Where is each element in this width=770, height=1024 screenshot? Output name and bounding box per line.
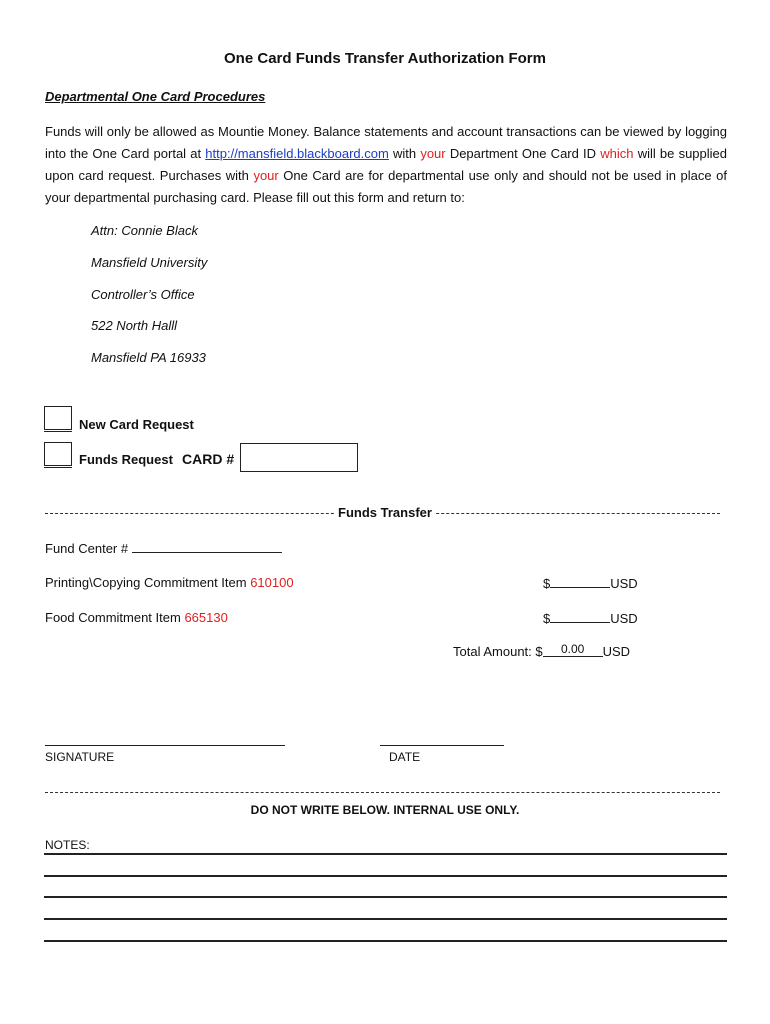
procedures-subheading: Departmental One Card Procedures bbox=[45, 89, 266, 104]
printing-amount bbox=[543, 575, 638, 591]
internal-divider bbox=[45, 792, 720, 793]
new-card-checkbox[interactable] bbox=[44, 406, 72, 430]
fund-center-input[interactable] bbox=[132, 540, 282, 553]
funds-request-checkbox[interactable] bbox=[44, 442, 72, 466]
fund-center-row bbox=[45, 540, 282, 556]
fund-center-label: Fund Center # bbox=[45, 541, 132, 556]
form-title: One Card Funds Transfer Authorization Form bbox=[224, 50, 546, 67]
internal-use-notice: DO NOT WRITE BELOW. INTERNAL USE ONLY. bbox=[250, 803, 520, 817]
funds-transfer-text: Funds Transfer bbox=[335, 505, 435, 520]
funds-request-label: Funds Request bbox=[79, 452, 173, 467]
notes-line-1[interactable] bbox=[44, 853, 727, 855]
notes-line-2[interactable] bbox=[44, 875, 727, 877]
notes-line-3[interactable] bbox=[44, 896, 727, 898]
total-amount-label: Total Amount: $ bbox=[453, 644, 543, 659]
card-number-input[interactable] bbox=[240, 443, 358, 472]
date-line[interactable] bbox=[380, 745, 504, 746]
printing-dollar-sign: $ bbox=[543, 576, 551, 591]
para-text-2: with bbox=[388, 146, 421, 161]
printing-row bbox=[45, 575, 294, 590]
printing-amount-input[interactable] bbox=[550, 575, 610, 588]
food-usd: USD bbox=[610, 611, 638, 626]
food-label: Food Commitment Item bbox=[45, 610, 185, 625]
instructions-paragraph bbox=[45, 121, 727, 209]
para-red-your-2: your bbox=[253, 168, 279, 183]
para-text-4: will be supplied upon card request. Purchases with bbox=[45, 146, 728, 183]
total-amount-row bbox=[453, 644, 630, 660]
address-line-attn: Attn: Connie Black bbox=[91, 223, 198, 238]
para-text-5: One Card are for departmental use only and should not be used in place of your departmental purchasing card. Please fill out this form and return to: bbox=[45, 168, 728, 205]
notes-label: NOTES: bbox=[45, 838, 90, 852]
food-dollar-sign: $ bbox=[543, 611, 551, 626]
signature-label: SIGNATURE bbox=[45, 750, 115, 764]
portal-link[interactable]: http://mansfield.blackboard.com bbox=[205, 146, 389, 161]
card-number-label: CARD # bbox=[182, 451, 235, 467]
notes-line-4[interactable] bbox=[44, 918, 727, 920]
printing-label: Printing\Copying Commitment Item bbox=[45, 575, 251, 590]
para-red-your-1: your bbox=[420, 146, 446, 161]
date-label: DATE bbox=[389, 750, 421, 764]
total-amount-value[interactable]: 0.00 bbox=[543, 642, 603, 657]
signature-line[interactable] bbox=[45, 745, 285, 746]
new-card-label: New Card Request bbox=[79, 417, 194, 432]
para-red-which: which bbox=[600, 146, 634, 161]
food-row bbox=[45, 610, 228, 625]
address-line-office: Controller’s Office bbox=[91, 287, 195, 302]
food-amount bbox=[543, 610, 638, 626]
printing-code: 610100 bbox=[250, 575, 294, 590]
address-line-university: Mansfield University bbox=[91, 255, 208, 270]
para-text-3: Department One Card ID bbox=[445, 146, 601, 161]
printing-usd: USD bbox=[610, 576, 638, 591]
funds-transfer-heading bbox=[0, 505, 770, 520]
address-line-city: Mansfield PA 16933 bbox=[91, 350, 206, 365]
para-text-1: Funds will only be allowed as Mountie Money. Balance statements and account transactions can be viewed by logging into the One Card portal at bbox=[45, 124, 727, 161]
food-code: 665130 bbox=[184, 610, 228, 625]
food-amount-input[interactable] bbox=[550, 610, 610, 623]
address-line-street: 522 North Halll bbox=[91, 318, 177, 333]
total-usd: USD bbox=[602, 644, 631, 659]
notes-line-5[interactable] bbox=[44, 940, 727, 942]
